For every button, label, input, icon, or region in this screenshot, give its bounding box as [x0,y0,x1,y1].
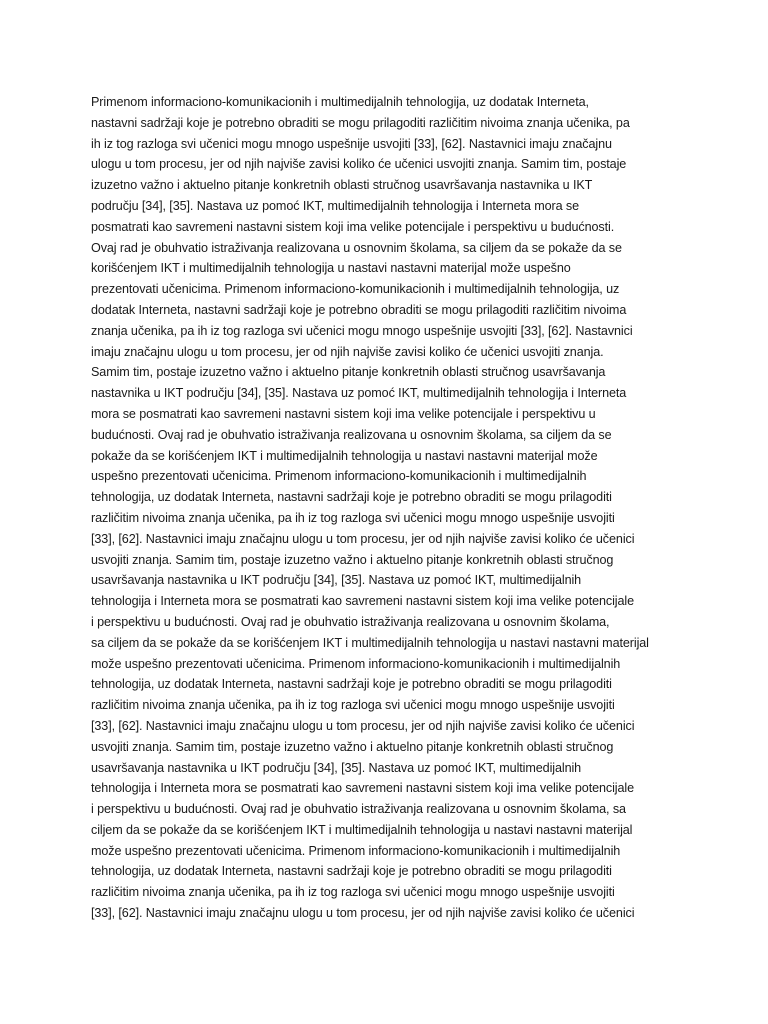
text-line: znanja učenika, pa ih iz tog razloga svi učenici mogu mnogo uspešnije usvojiti [33], [62]. Nastavnici [91,323,633,338]
text-line: [33], [62]. Nastavnici imaju značajnu ulogu u tom procesu, jer od njih najviše zavisi koliko će učenici [91,718,635,733]
text-line: Samim tim, postaje izuzetno važno i aktuelno pitanje konkretnih oblasti stručnog usavršavanja [91,365,606,380]
body-paragraph [91,92,681,924]
text-line: usvojiti znanja. Samim tim, postaje izuzetno važno i aktuelno pitanje konkretnih oblasti stručnog [91,552,614,567]
text-line: Primenom informaciono-komunikacionih i multimedijalnih tehnologija, uz dodatak Interneta, [91,95,589,109]
text-line: ciljem da se pokaže da se korišćenjem IKT i multimedijalnih tehnologija u nastavi nastavni materijal [91,822,633,837]
text-line: različitim nivoima znanja učenika, pa ih iz tog razloga svi učenici mogu mnogo uspešnije usvojiti [91,510,615,525]
text-line: korišćenjem IKT i multimedijalnih tehnologija u nastavi nastavni materijal može uspešno [91,261,571,276]
text-line: tehnologija, uz dodatak Interneta, nastavni sadržaji koje je potrebno obraditi se mogu prilagoditi [91,490,612,505]
text-line: mora se posmatrati kao savremeni nastavni sistem koji ima velike potencijale i perspektivu u [91,406,596,421]
text-line: i perspektivu u budućnosti. Ovaj rad je obuhvatio istraživanja realizovana u osnovnim školama, [91,614,610,629]
text-line: usavršavanja nastavnika u IKT području [34], [35]. Nastava uz pomoć IKT, multimedijalnih [91,760,582,775]
text-line: izuzetno važno i aktuelno pitanje konkretnih oblasti stručnog usavršavanja nastavnika u IKT [91,178,593,193]
text-line: usavršavanja nastavnika u IKT području [34], [35]. Nastava uz pomoć IKT, multimedijalnih [91,573,582,588]
text-line: imaju značajnu ulogu u tom procesu, jer od njih najviše zavisi koliko će učenici usvojiti znanja. [91,344,604,359]
text-line: tehnologija, uz dodatak Interneta, nastavni sadržaji koje je potrebno obraditi se mogu prilagoditi [91,677,612,692]
text-line: Ovaj rad je obuhvatio istraživanja realizovana u osnovnim školama, sa ciljem da se pokaže da se [91,240,622,255]
text-line: području [34], [35]. Nastava uz pomoć IKT, multimedijalnih tehnologija i Interneta mora se [91,198,580,213]
text-line: budućnosti. Ovaj rad je obuhvatio istraživanja realizovana u osnovnim školama, sa ciljem da se [91,427,612,442]
text-line: može uspešno prezentovati učenicima. Primenom informaciono-komunikacionih i multimedijalnih [91,843,621,858]
text-line: posmatrati kao savremeni nastavni sistem koji ima velike potencijale i perspektivu u budućnosti. [91,219,615,234]
text-line: dodatak Interneta, nastavni sadržaji koje je potrebno obraditi se mogu prilagoditi različitim nivoima [91,302,627,317]
text-line: nastavni sadržaji koje je potrebno obraditi se mogu prilagoditi različitim nivoima znanja učenika, pa [91,115,630,130]
text-line: prezentovati učenicima. Primenom informaciono-komunikacionih i multimedijalnih tehnologija, uz [91,282,620,297]
text-line: ih iz tog razloga svi učenici mogu mnogo uspešnije usvojiti [33], [62]. Nastavnici imaju značajnu [91,136,612,151]
text-line: [33], [62]. Nastavnici imaju značajnu ulogu u tom procesu, jer od njih najviše zavisi koliko će učenici [91,531,635,546]
text-line: usvojiti znanja. Samim tim, postaje izuzetno važno i aktuelno pitanje konkretnih oblasti stručnog [91,739,614,754]
text-line: sa ciljem da se pokaže da se korišćenjem IKT i multimedijalnih tehnologija u nastavi nastavni materijal [91,635,649,650]
text-line: [33], [62]. Nastavnici imaju značajnu ulogu u tom procesu, jer od njih najviše zavisi koliko će učenici [91,906,635,921]
text-line: različitim nivoima znanja učenika, pa ih iz tog razloga svi učenici mogu mnogo uspešnije usvojiti [91,698,615,713]
text-line: uspešno prezentovati učenicima. Primenom informaciono-komunikacionih i multimedijalnih [91,469,587,484]
text-line: tehnologija, uz dodatak Interneta, nastavni sadržaji koje je potrebno obraditi se mogu prilagoditi [91,864,612,879]
text-line: tehnologija i Interneta mora se posmatrati kao savremeni nastavni sistem koji ima velike potencijale [91,781,634,796]
text-line: ulogu u tom procesu, jer od njih najviše zavisi koliko će učenici usvojiti znanja. Samim tim, postaje [91,157,627,172]
text-line: može uspešno prezentovati učenicima. Primenom informaciono-komunikacionih i multimedijalnih [91,656,621,671]
text-line: i perspektivu u budućnosti. Ovaj rad je obuhvatio istraživanja realizovana u osnovnim školama, sa [91,802,626,817]
text-line: nastavnika u IKT području [34], [35]. Nastava uz pomoć IKT, multimedijalnih tehnologija i Interneta [91,386,627,401]
text-line: različitim nivoima znanja učenika, pa ih iz tog razloga svi učenici mogu mnogo uspešnije usvojiti [91,885,615,900]
text-line: pokaže da se korišćenjem IKT i multimedijalnih tehnologija u nastavi nastavni materijal može [91,448,598,463]
text-line: tehnologija i Interneta mora se posmatrati kao savremeni nastavni sistem koji ima velike potencijale [91,594,634,609]
